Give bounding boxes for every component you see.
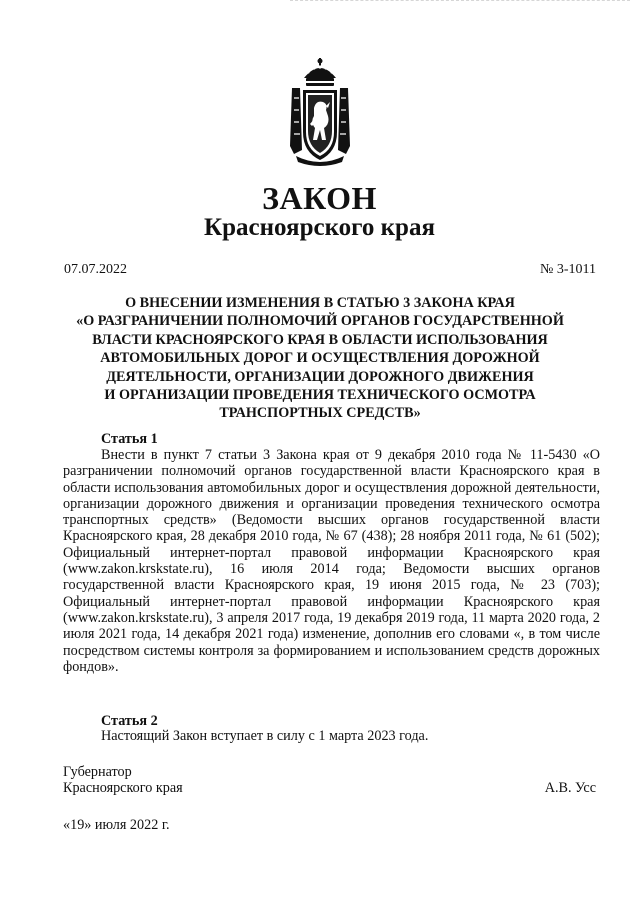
article-2-title: Статья 2 bbox=[101, 713, 158, 729]
scan-artifact-line bbox=[290, 0, 630, 11]
article-2-text: Настоящий Закон вступает в силу с 1 марта 2023 года. bbox=[101, 728, 429, 744]
document-date: 07.07.2022 bbox=[64, 262, 127, 277]
document-subtitle: Красноярского края bbox=[204, 214, 435, 241]
law-heading-line: «О РАЗГРАНИЧЕНИИ ПОЛНОМОЧИЙ ОРГАНОВ ГОСУДАРСТВЕННОЙ bbox=[76, 313, 564, 330]
law-heading-line: О ВНЕСЕНИИ ИЗМЕНЕНИЯ В СТАТЬЮ 3 ЗАКОНА КРАЯ bbox=[125, 295, 515, 311]
article-1-text: Внести в пункт 7 статьи 3 Закона края от 9 декабря 2010 года № 11-5430 «О разграничении полномочий органов государственной власти Красноярского края в области использования автомобильных дорог и осуществления дорожной деятельности, организации дорожного движения и организации проведения технического осмотра транспортных средств» (Ведомости высших органов государственной власти Красноярского края, 28 декабря 2010 года, № 67 (438); 28 ноября 2011 года, № 61 (502); Официальный интернет-портал правовой информации Красноярского края (www.zakon.krskstate.ru), 16 июля 2014 года; Ведомости высших органов государственной власти Красноярского края, 19 июня 2015 года, № 23 (703); Официальный интернет-портал правовой информации Красноярского края (www.zakon.krskstate.ru), 3 апреля 2017 года, 19 декабря 2019 года, 11 марта 2020 года, 2 июля 2021 года, 14 декабря 2021 года) изменение, дополнив его словами «, в том числе посредством системы контроля за формированием и использованием средств дорожных фондов». bbox=[63, 447, 600, 675]
document-title: ЗАКОН bbox=[262, 180, 377, 216]
law-heading-line: ВЛАСТИ КРАСНОЯРСКОГО КРАЯ В ОБЛАСТИ ИСПОЛЬЗОВАНИЯ bbox=[92, 331, 548, 348]
coat-of-arms-icon bbox=[288, 58, 352, 166]
law-heading-line: ТРАНСПОРТНЫХ СРЕДСТВ» bbox=[219, 405, 421, 422]
signer-position-line: Красноярского края bbox=[63, 780, 183, 797]
article-1-title: Статья 1 bbox=[101, 431, 158, 447]
signature-date: «19» июля 2022 г. bbox=[63, 817, 170, 833]
signer-position bbox=[63, 764, 183, 797]
law-heading-line: АВТОМОБИЛЬНЫХ ДОРОГ И ОСУЩЕСТВЛЕНИЯ ДОРОЖНОЙ bbox=[100, 350, 540, 367]
law-heading-line: И ОРГАНИЗАЦИИ ПРОВЕДЕНИЯ ТЕХНИЧЕСКОГО ОСМОТРА bbox=[104, 387, 536, 404]
law-heading-line: ДЕЯТЕЛЬНОСТИ, ОРГАНИЗАЦИИ ДОРОЖНОГО ДВИЖЕНИЯ bbox=[106, 368, 534, 385]
law-heading bbox=[60, 294, 580, 423]
signer-name: А.В. Усс bbox=[544, 780, 596, 796]
signer-position-line: Губернатор bbox=[63, 764, 132, 780]
document-number: № 3-1011 bbox=[540, 262, 596, 277]
